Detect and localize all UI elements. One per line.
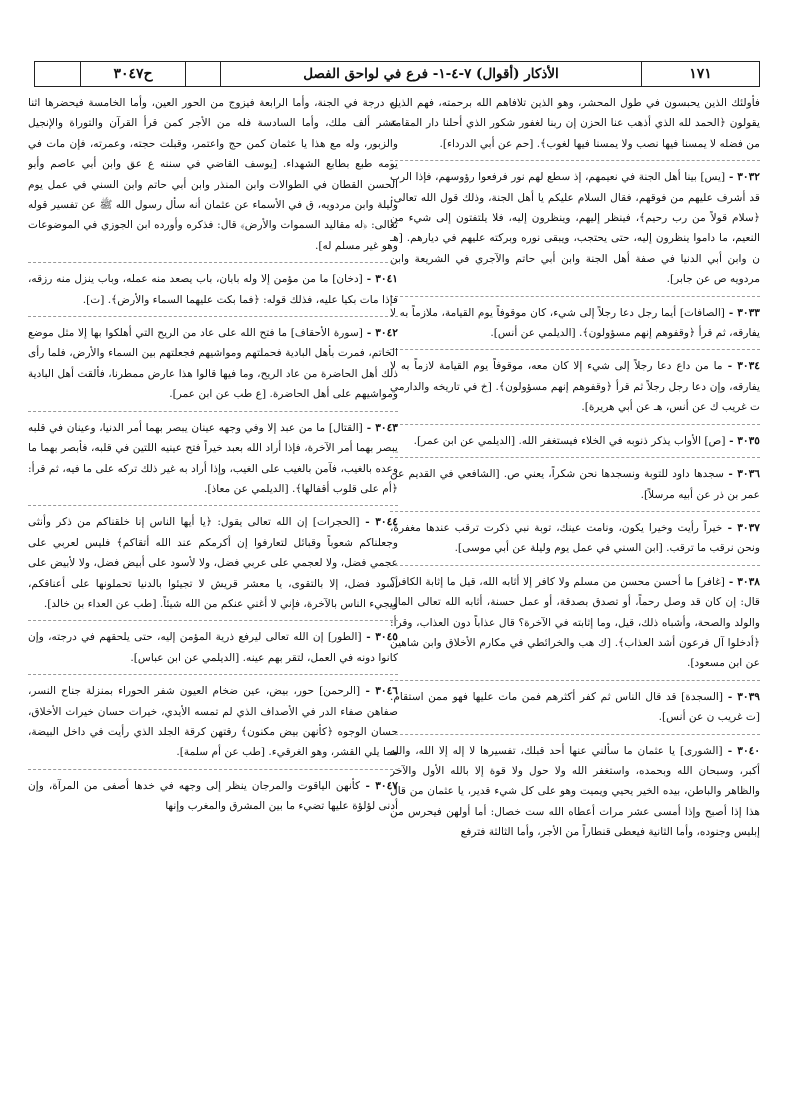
hadith-entry [28,418,398,500]
hadith-number: ٣٠٣٧ - [722,521,760,534]
page-number: ١٧١ [641,62,759,86]
hadith-entry [390,303,760,344]
hadith-text: فأولئك الذين يحبسون في طول المحشر، وهو الذين تلافاهم الله برحمته، فهم الذين يقولون ﴿الحمد لله الذي أذهب عنا الحزن إن ربنا لغفور شكور الذي أحلنا دار المقامة من فضله لا يمسنا فيها نصب ولا يمسنا فيها لغوب﴾. [حم عن أبي الدرداء]. [390,97,760,150]
chapter-title: الأذكار (أقوال) ٧-٤-١- فرع في لواحق الفصل [220,62,641,86]
hadith-number: ٣٠٣٥ - [725,434,760,447]
hadith-number: ٣٠٤٧ - [360,779,398,792]
entry-divider [390,160,760,161]
hadith-text: [الرحمن] حور، بيض، عين ضخام العيون شفر الحوراء بمنزلة جناح النسر، صفاهن صفاء الدر في الأصداف الذي لم تمسه الأيدي، خيرات حسان خيرات الأخلاق، حسان الوجوه ﴿كأنهن بيض مكنون﴾ رقتهن كرقة الجلد الذي رأيت في داخل البيضة، مما يلي القشر، وهو الغرقيء. [طب عن أم سلمة]. [28,685,398,759]
entry-divider [28,262,398,263]
hadith-text: [سورة الأحقاف] ما فتح الله على عاد من الريح التي أهلكوا بها إلا مثل موضع الخاتم، فمرت بأهل البادية فحملتهم ومواشيهم فجعلتهم بين السماء والأرض، فلما رأى ذلك أهل الحاضرة من عاد الريح، وما فيها قالوا هذا عارض ممطرنا، فألقت أهل البادية ومواشيهم على أهل الحاضرة. [ع طب عن ابن عمر]. [28,327,398,401]
hadith-number: ٣٠٤٤ - [359,516,398,529]
entry-divider [390,511,760,512]
hadith-entry [28,269,398,310]
entry-divider [390,680,760,681]
hadith-entry [28,681,398,763]
hadith-number: ٣٠٤٣ - [362,421,398,434]
hadith-text: [الحجرات] إن الله تعالى يقول: ﴿يا أيها الناس إنا خلقناكم من ذكر وأنثى وجعلناكم شعوباً وقبائل لتعارفوا إن أكرمكم عند الله أتقاكم﴾ فليس لعربي على عجمي فضل، ولا لعجمي على عربي فضل، ولا لأسود على أبيض فضل، ولا لأبيض على أسود فضل، إلا بالتقوى، يا معشر قريش لا تجيئوا بالدنيا تحملونها على أعناقكم، ويجيء الناس بالآخرة، فإني لا أغني عنكم من الله شيئاً. [طب عن العداء بن خالد]. [28,516,398,610]
hadith-entry [390,93,760,154]
running-header [34,61,760,87]
entry-divider [28,620,398,621]
hadith-number: ٣٠٤٢ - [362,327,398,340]
hadith-text: له درجة في الجنة، وأما الرابعة فيزوج من الحور العين، وأما الخامسة فيحضرها اثنا عشر ألف ملك، وأما السادسة فله من الأجر كمن قرأ القرآن والتوراة والإنجيل والزبور، وله مع هذا يا عثمان كمن حج واعتمر، وقبلت حجته، وعمرته، فإن مات في يومه طبع بطابع الشهداء. [يوسف القاضي في سننه ع عق وابن أبي عاصم وأبو الحسن القطان في الطوالات وابن المنذر وابن أبي حاتم وابن السني في عمل يوم وليلة وابن مردويه، ق في الأسماء عن عثمان أنه سأل رسول الله ﷺ عن تفسير قوله تعالى: ﴿له مقاليد السموات والأرض﴾ قال: فذكره وأورده ابن الجوزي في الموضوعات وهو غير مسلم له]. [28,97,398,252]
hadith-text: [ص] الأواب يذكر ذنوبه في الخلاء فيستغفر الله. [الديلمي عن ابن عمر]. [413,434,726,447]
hadith-text: [القتال] ما من عبد إلا وفي وجهه عينان يبصر بهما أمر الدنيا، وعينان في قلبه يبصر بهما أمر الآخرة، فإذا أراد الله بعبد خيراً فتح عينيه اللتين في قلبه، فأبصر بهما ما وعده بالغيب، فآمن بالغيب على الغيب، وإذا أراد به غير ذلك تركه على ما فيه، ثم قرأ: ﴿أم على قلوب أقفالها﴾. [الديلمي عن معاذ]. [28,421,398,495]
hadith-number: ٣٠٣٢ - [725,171,760,184]
hadith-text: [الطور] إن الله تعالى ليرفع ذرية المؤمن إليه، حتى يلحقهم في درجته، وإن كانوا دونه في العمل، لتقر بهم عينه. [الديلمي عن ابن عباس]. [28,631,398,664]
hadith-number: ٣٠٣٦ - [723,468,760,481]
entry-divider [390,565,760,566]
hadith-entry [390,464,760,505]
hadith-entry [390,687,760,728]
hadith-entry [390,741,760,843]
left-column [28,93,398,1105]
hadith-number: ٣٠٤٦ - [360,685,398,698]
hadith-entry [390,431,760,451]
entry-divider [390,349,760,350]
hadith-text: [الشورى] يا عثمان ما سألني عنها أحد قبلك، تفسيرها لا إله إلا الله، والله أكبر، وسبحان الله وبحمده، واستغفر الله ولا حول ولا قوة إلا بالله الأول والآخر والظاهر والباطن، بيده الخير يحيي ويميت وهو على كل شيء قدير، يا عثمان من قال هذا إذا أصبح وإذا أمسى عشر مرات أعطاه الله ست خصال: أما أولهن فيحرس من إبليس وجنوده، وأما الثانية فيعطى قنطاراً من الأجر، وأما الثالثة فترفع [390,744,760,839]
hadith-text: ما من داع دعا رجلاً إلى شيء إلا كان معه، موقوفاً يوم القيامة لازماً به لا يفارقه، وإن دعا رجل رجلاً ثم قرأ ﴿وقفوهم إنهم مسؤولون﴾. [خ في تاريخه والدارمي ت غريب ك عن أنس، هـ عن أبي هريرة]. [390,360,760,414]
hadith-entry [390,356,760,417]
hadith-reference: ح٣٠٤٧ [80,62,185,86]
hadith-number: ٣٠٣٣ - [724,306,760,319]
hadith-text: [يس] بينا أهل الجنة في نعيمهم، إذ سطع لهم نور فرفعوا رؤوسهم، فإذا الرب قد أشرف عليهم من فوقهم، فقال السلام عليكم يا أهل الجنة، وذلك قول الله تعالى: ﴿سلام قولاً من رب رحيم﴾، فينظر إليهم، وينظرون إليه، فلا يلتفتون إلى شيء من النعيم، ما داموا ينظرون إليه، حتى يحتجب، ويبقى نوره وبركته عليهم في ديارهم. [هـ ن وابن أبي الدنيا في صفة أهل الجنة وابن أبي حاتم والآجري في الشريعة وابن مردويه ص عن جابر]. [390,171,760,286]
hadith-entry [28,323,398,405]
hadith-entry [390,518,760,559]
right-column [390,93,760,1105]
hadith-number: ٣٠٤٠ - [722,744,760,757]
hadith-entry [28,93,398,256]
hadith-number: ٣٠٤٥ - [361,631,398,644]
entry-divider [28,769,398,770]
entry-divider [28,316,398,317]
header-empty-cell [185,62,220,86]
entry-divider [28,505,398,506]
entry-divider [390,424,760,425]
hadith-text: [الصافات] أيما رجل دعا رجلاً إلى شيء، كان موقوفاً يوم القيامة، ملازماً به لا يفارقه، ثم قرأ ﴿وقفوهم إنهم مسؤولون﴾. [الديلمي عن أنس]. [390,306,760,340]
entry-divider [390,734,760,735]
hadith-number: ٣٠٣٨ - [724,575,760,588]
hadith-text: خيراً رأيت وخيرا يكون، ونامت عينك، توبة نبي ذكرت ترقب عندها مغفرة، ونحن نرقب ما ترقب. [ابن السني في عمل يوم وليلة عن أبي موسى]. [390,521,760,555]
entry-divider [390,457,760,458]
entry-divider [390,296,760,297]
header-empty-cell [35,62,80,86]
entry-divider [28,674,398,675]
entry-divider [28,411,398,412]
hadith-entry [28,627,398,668]
hadith-text: [دخان] ما من مؤمن إلا وله بابان، باب يصعد منه عمله، وباب ينزل منه رزقه، فإذا مات بكيا عليه، فذلك قوله: ﴿فما بكت عليهما السماء والأرض﴾. [ت]. [28,273,398,306]
hadith-number: ٣٠٤١ - [362,273,398,286]
hadith-number: ٣٠٣٤ - [722,360,760,373]
hadith-text: سجدها داود للتوبة ونسجدها نحن شكراً، يعني ص. [الشافعي في القديم عن عمر بن ذر عن أبيه مرسلاً]. [390,468,760,501]
hadith-number: ٣٠٣٩ - [723,690,760,703]
hadith-text: [غافر] ما أحسن محسن من مسلم ولا كافر إلا أثابه الله، قيل ما إثابة الكافر؟ قال: إن كان قد وصل رحماً، أو تصدق بصدقة، أو عمل حسنة، أثابه الله تعالى المال والولد والصحة، وأشباه ذلك، قيل، وما إثابته في الآخرة؟ قال عذاباً دون العذاب، وقرأ: ﴿أدخلوا آل فرعون أشد العذاب﴾. [ك هب والخرائطي في مكارم الأخلاق وابن شاهين عن ابن مسعود]. [390,575,760,670]
hadith-entry [390,167,760,289]
hadith-entry [28,512,398,614]
hadith-text: كأنهن الياقوت والمرجان ينظر إلى وجهه في خدها أصفى من المرآة، وإن أدنى لؤلؤة عليها تضيء ما بين المشرق والمغرب وإنها [28,779,398,813]
hadith-text: [السجدة] قد قال الناس ثم كفر أكثرهم فمن مات عليها فهو ممن استقام. [ت غريب ن عن أنس]. [390,690,760,724]
hadith-entry [28,776,398,817]
hadith-entry [390,572,760,674]
